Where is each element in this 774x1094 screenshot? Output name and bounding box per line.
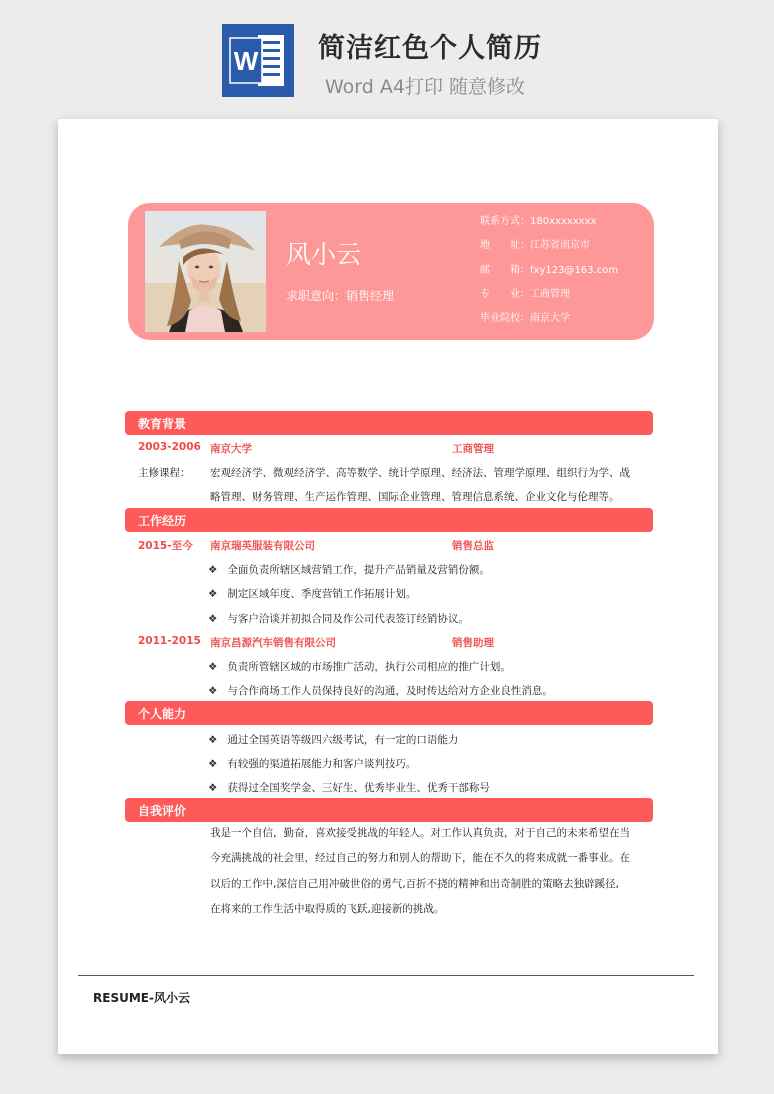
- list-item: [208, 780, 490, 795]
- job-title: 销售助理: [452, 637, 494, 649]
- edu-major: 工商管理: [452, 443, 494, 455]
- job-intent: 求职意向：销售经理: [286, 289, 395, 303]
- section-self-eval: [125, 798, 653, 822]
- job-period: 2015-至今: [138, 540, 193, 552]
- diamond-bullet-icon: ❖: [208, 661, 218, 673]
- contact-info: [480, 215, 618, 336]
- section-work: [125, 508, 653, 532]
- diamond-bullet-icon: ❖: [208, 685, 218, 697]
- diamond-bullet-icon: ❖: [208, 613, 218, 625]
- self-eval-text: [210, 821, 650, 923]
- diamond-bullet-icon: ❖: [208, 782, 218, 794]
- job-company: 南京昌源汽车销售有限公司: [210, 637, 336, 649]
- footer-divider: [78, 975, 694, 976]
- self-eval-line: 我是一个自信，勤奋，喜欢接受挑战的年轻人。对工作认真负责，对于自己的未来希望在当: [210, 827, 630, 839]
- list-item: [208, 732, 458, 747]
- edu-school: 南京大学: [210, 443, 252, 455]
- footer-label: RESUME-风小云: [93, 991, 190, 1005]
- duty-text: 负责所管辖区域的市场推广活动，执行公司相应的推广计划。: [227, 661, 511, 673]
- section-title: 教育背景: [138, 417, 187, 431]
- duty-text: 全面负责所辖区域营销工作，提升产品销量及营销份额。: [227, 564, 490, 576]
- info-school: 毕业院校：南京大学: [480, 313, 570, 325]
- diamond-bullet-icon: ❖: [208, 564, 218, 576]
- list-item: [208, 683, 553, 698]
- job-period: 2011-2015: [138, 635, 201, 647]
- profile-photo: [145, 211, 266, 332]
- resume-page: [58, 119, 718, 1054]
- banner: [0, 0, 774, 110]
- self-eval-line: 以后的工作中,深信自己用冲破世俗的勇气,百折不挠的精神和出奇制胜的策略去独辟蹊径,: [210, 877, 620, 890]
- section-education: [125, 411, 653, 435]
- section-title: 工作经历: [138, 514, 187, 528]
- info-major: 专 业：工商管理: [480, 288, 570, 300]
- banner-title: 简洁红色个人简历: [318, 33, 542, 64]
- self-eval-line: 今充满挑战的社会里，经过自己的努力和别人的帮助下，能在不久的将来成就一番事业。在: [210, 852, 630, 865]
- diamond-bullet-icon: ❖: [208, 588, 218, 600]
- skill-text: 通过全国英语等级四六级考试，有一定的口语能力: [227, 734, 459, 746]
- info-phone: 联系方式：180xxxxxxxx: [480, 216, 597, 227]
- job-company: 南京瑞英服装有限公司: [210, 540, 315, 552]
- self-eval-line: 在将来的工作生活中取得质的飞跃,迎接新的挑战。: [210, 903, 445, 916]
- list-item: [208, 659, 511, 674]
- skill-text: 有较强的渠道拓展能力和客户谈判技巧。: [227, 758, 417, 770]
- courses-label: 主修课程：: [138, 467, 191, 479]
- list-item: [208, 562, 490, 577]
- profile-card: [128, 203, 654, 340]
- info-address: 地 址：江苏省南京市: [480, 240, 590, 252]
- diamond-bullet-icon: ❖: [208, 758, 218, 770]
- courses-line: 宏观经济学、微观经济学、高等数学、统计学原理、经济法、管理学原理、组织行为学、战: [210, 467, 630, 479]
- section-skills: [125, 701, 653, 725]
- job-title: 销售总监: [452, 540, 494, 552]
- section-title: 自我评价: [138, 804, 187, 818]
- list-item: [208, 586, 416, 601]
- skill-text: 获得过全国奖学金、三好生、优秀毕业生、优秀干部称号: [227, 782, 490, 794]
- candidate-name: 风小云: [286, 240, 362, 269]
- info-email: 邮 箱：fxy123@163.com: [480, 264, 619, 276]
- list-item: [208, 756, 416, 771]
- duty-text: 制定区域年度、季度营销工作拓展计划。: [227, 588, 417, 600]
- edu-period: 2003-2006: [138, 441, 201, 453]
- section-title: 个人能力: [138, 707, 187, 721]
- courses-line: 略管理、财务管理、生产运作管理、国际企业管理、管理信息系统、企业文化与伦理等。: [210, 491, 620, 503]
- diamond-bullet-icon: ❖: [208, 734, 218, 746]
- duty-text: 与客户洽谈并初拟合同及作公司代表签订经销协议。: [227, 613, 469, 625]
- banner-subtitle: Word A4打印 随意修改: [325, 76, 526, 98]
- list-item: [208, 611, 469, 626]
- svg-text:W: W: [233, 46, 259, 76]
- word-document-icon: [222, 24, 294, 97]
- duty-text: 与合作商场工作人员保持良好的沟通，及时传达给对方企业良性消息。: [227, 685, 553, 697]
